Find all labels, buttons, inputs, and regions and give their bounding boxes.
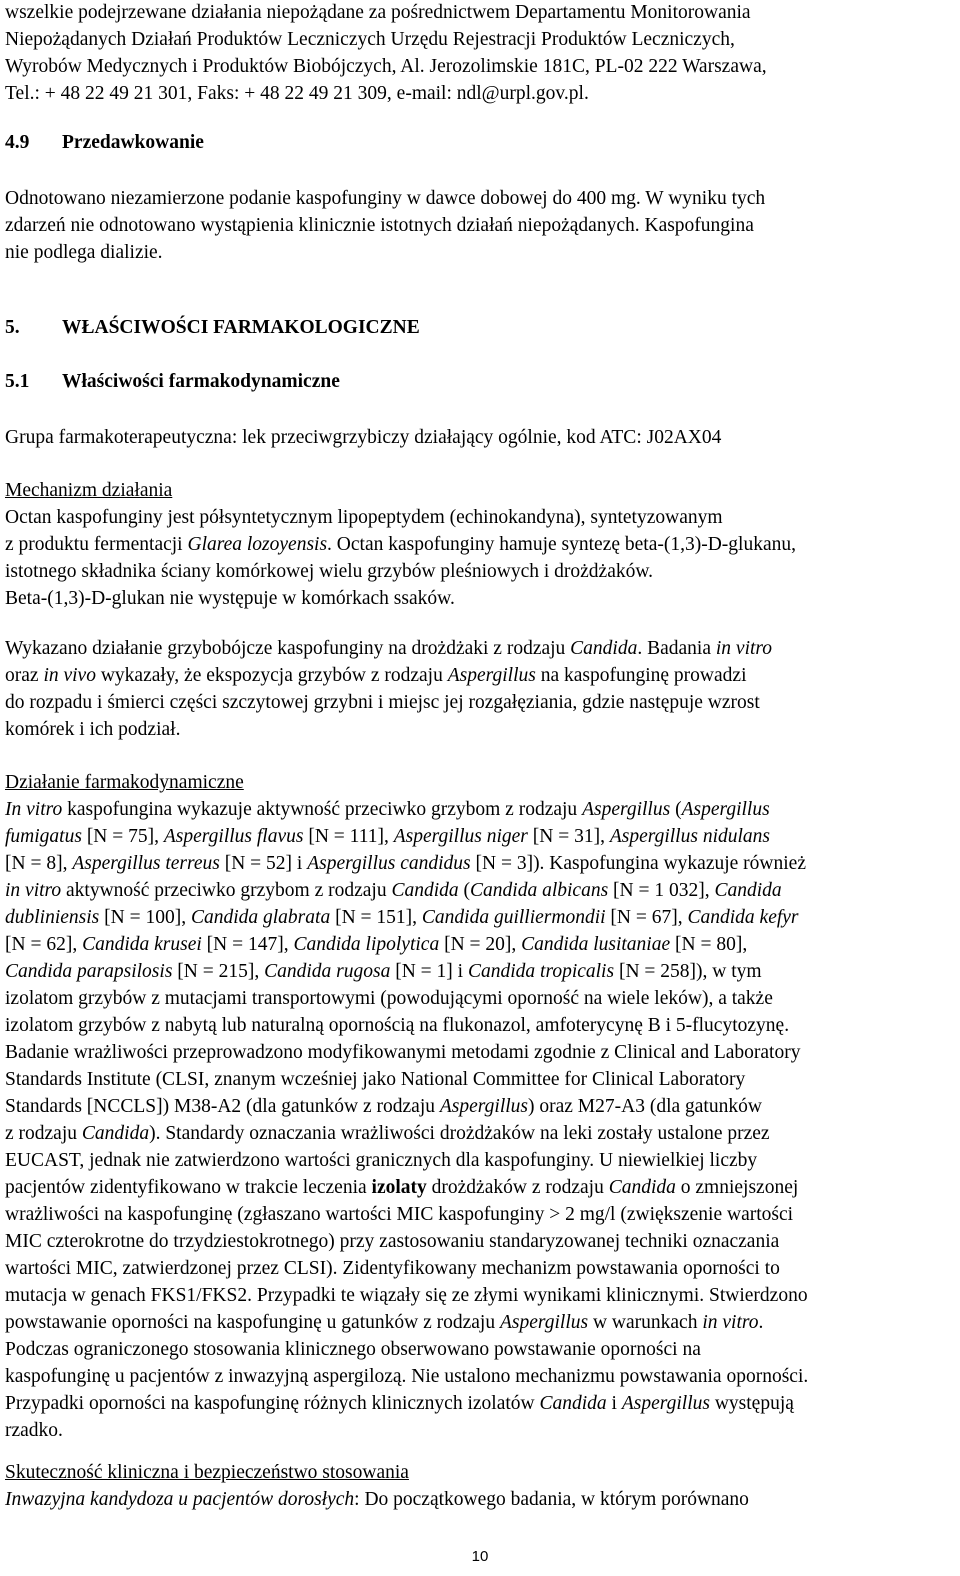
text-line: dubliniensis [N = 100], Candida glabrata [N = 151], Candida guilliermondii [N = 67], Candida kefyr (5, 907, 799, 928)
text-line: z rodzaju Candida). Standardy oznaczania wrażliwości drożdżaków na leki zostały ustalone przez (5, 1123, 770, 1144)
text-line: rzadko. (5, 1420, 63, 1441)
text-line: Przypadki oporności na kaspofunginę różnych klinicznych izolatów Candida i Aspergillus występują (5, 1393, 794, 1414)
text-line: Beta-(1,3)-D-glukan nie występuje w komórkach ssaków. (5, 588, 455, 609)
text-line: istotnego składnika ściany komórkowej wielu grzybów pleśniowych i drożdżaków. (5, 561, 654, 582)
text-line: kaspofunginę u pacjentów z inwazyjną aspergilozą. Nie ustalono mechanizmu powstawania oporności. (5, 1366, 809, 1387)
text-line: Odnotowano niezamierzone podanie kaspofunginy w dawce dobowej do 400 mg. W wyniku tych (5, 188, 766, 209)
section-heading-5 (5, 317, 420, 339)
efficacy-paragraph (5, 1459, 955, 1513)
section-heading-4-9 (5, 132, 204, 154)
text-line: [N = 62], Candida krusei [N = 147], Candida lipolytica [N = 20], Candida lusitaniae [N = 80], (5, 934, 748, 955)
section-title: Przedawkowanie (62, 132, 204, 153)
text-line: MIC czterokrotne do trzydziestokrotnego) przy zastosowaniu standaryzowanej techniki oznaczania (5, 1231, 780, 1252)
text-line: EUCAST, jednak nie zatwierdzono wartości granicznych dla kaspofunginy. U niewielkiej liczby (5, 1150, 758, 1171)
text-line: zdarzeń nie odnotowano wystąpienia klinicznie istotnych działań niepożądanych. Kaspofungina (5, 215, 754, 236)
section-heading-5-1 (5, 371, 340, 393)
text-line: Wyrobów Medycznych i Produktów Biobójczych, Al. Jerozolimskie 181C, PL-02 222 Warszawa, (5, 56, 767, 77)
pharmacodynamic-paragraph (5, 769, 955, 1444)
mechanism-paragraph (5, 477, 955, 612)
text-line: fumigatus [N = 75], Aspergillus flavus [N = 111], Aspergillus niger [N = 31], Aspergillus nidulans (5, 826, 770, 847)
subsection-heading: Działanie farmakodynamiczne (5, 772, 244, 793)
text-line: Octan kaspofunginy jest półsyntetycznym lipopeptydem (echinokandyna), syntetyzowanym (5, 507, 723, 528)
text-line: Badanie wrażliwości przeprowadzono modyfikowanymi metodami zgodnie z Clinical and Laboratory (5, 1042, 801, 1063)
section-title: Właściwości farmakodynamiczne (62, 371, 340, 392)
text-line: Standards [NCCLS]) M38-A2 (dla gatunków z rodzaju Aspergillus) oraz M27-A3 (dla gatunków (5, 1096, 762, 1117)
section-title: WŁAŚCIWOŚCI FARMAKOLOGICZNE (62, 317, 420, 338)
subsection-heading: Skuteczność kliniczna i bezpieczeństwo stosowania (5, 1462, 409, 1483)
text-line: oraz in vivo wykazały, że ekspozycja grzybów z rodzaju Aspergillus na kaspofunginę prowadzi (5, 665, 747, 686)
section-number: 5.1 (5, 371, 30, 392)
section-number: 5. (5, 317, 20, 338)
text-line: mutacja w genach FKS1/FKS2. Przypadki te wiązały się ze złymi wynikami klinicznymi. Stwierdzono (5, 1285, 808, 1306)
text-line: z produktu fermentacji Glarea lozoyensis. Octan kaspofunginy hamuje syntezę beta-(1,3)-D-glukanu, (5, 534, 796, 555)
text-line: In vitro kaspofungina wykazuje aktywność przeciwko grzybom z rodzaju Aspergillus (Aspergillus (5, 799, 770, 820)
intro-paragraph (5, 0, 955, 107)
page-number: 10 (471, 1548, 489, 1565)
text-line: wartości MIC, zatwierdzonej przez CLSI). Zidentyfikowany mechanizm powstawania oporności to (5, 1258, 780, 1279)
text-line: [N = 8], Aspergillus terreus [N = 52] i Aspergillus candidus [N = 3]). Kaspofungina wykazuje również (5, 853, 806, 874)
text-line: izolatom grzybów z nabytą lub naturalną opornością na flukonazol, amfoterycynę B i 5-flucytozynę. (5, 1015, 790, 1036)
text-line: nie podlega dializie. (5, 242, 163, 263)
text-line: wrażliwości na kaspofunginę (zgłaszano wartości MIC kaspofunginy > 2 mg/l (zwiększenie wartości (5, 1204, 794, 1225)
fungicidal-paragraph (5, 635, 955, 743)
text-line: in vitro aktywność przeciwko grzybom z rodzaju Candida (Candida albicans [N = 1 032], Candida (5, 880, 782, 901)
text-line: Podczas ograniczonego stosowania klinicznego obserwowano powstawanie oporności na (5, 1339, 701, 1360)
text-line: Tel.: + 48 22 49 21 301, Faks: + 48 22 49 21 309, e-mail: ndl@urpl.gov.pl. (5, 83, 589, 104)
text-line: do rozpadu i śmierci części szczytowej grzybni i miejsc jej rozgałęziania, gdzie następuje wzrost (5, 692, 760, 713)
text-line: izolatom grzybów z mutacjami transportowymi (powodującymi oporność na wiele leków), a także (5, 988, 773, 1009)
atc-paragraph (5, 424, 955, 451)
text-line: Niepożądanych Działań Produktów Leczniczych Urzędu Rejestracji Produktów Leczniczych, (5, 29, 735, 50)
text-line: Standards Institute (CLSI, znanym wcześniej jako National Committee for Clinical Laboratory (5, 1069, 746, 1090)
text-line: powstawanie oporności na kaspofunginę u gatunków z rodzaju Aspergillus w warunkach in vitro. (5, 1312, 764, 1333)
text-line: pacjentów zidentyfikowano w trakcie leczenia izolaty drożdżaków z rodzaju Candida o zmniejszonej (5, 1177, 799, 1198)
text-line: wszelkie podejrzewane działania niepożądane za pośrednictwem Departamentu Monitorowania (5, 2, 751, 23)
text-line: Wykazano działanie grzybobójcze kaspofunginy na drożdżaki z rodzaju Candida. Badania in vitro (5, 638, 773, 659)
text-line: Inwazyjna kandydoza u pacjentów dorosłych: Do początkowego badania, w którym porównano (5, 1489, 749, 1510)
subsection-heading: Mechanizm działania (5, 480, 173, 501)
section-number: 4.9 (5, 132, 30, 153)
text-line: Candida parapsilosis [N = 215], Candida rugosa [N = 1] i Candida tropicalis [N = 258]), w tym (5, 961, 762, 982)
text-line: Grupa farmakoterapeutyczna: lek przeciwgrzybiczy działający ogólnie, kod ATC: J02AX04 (5, 427, 722, 448)
text-line: komórek i ich podział. (5, 719, 181, 740)
overdose-paragraph (5, 185, 955, 266)
